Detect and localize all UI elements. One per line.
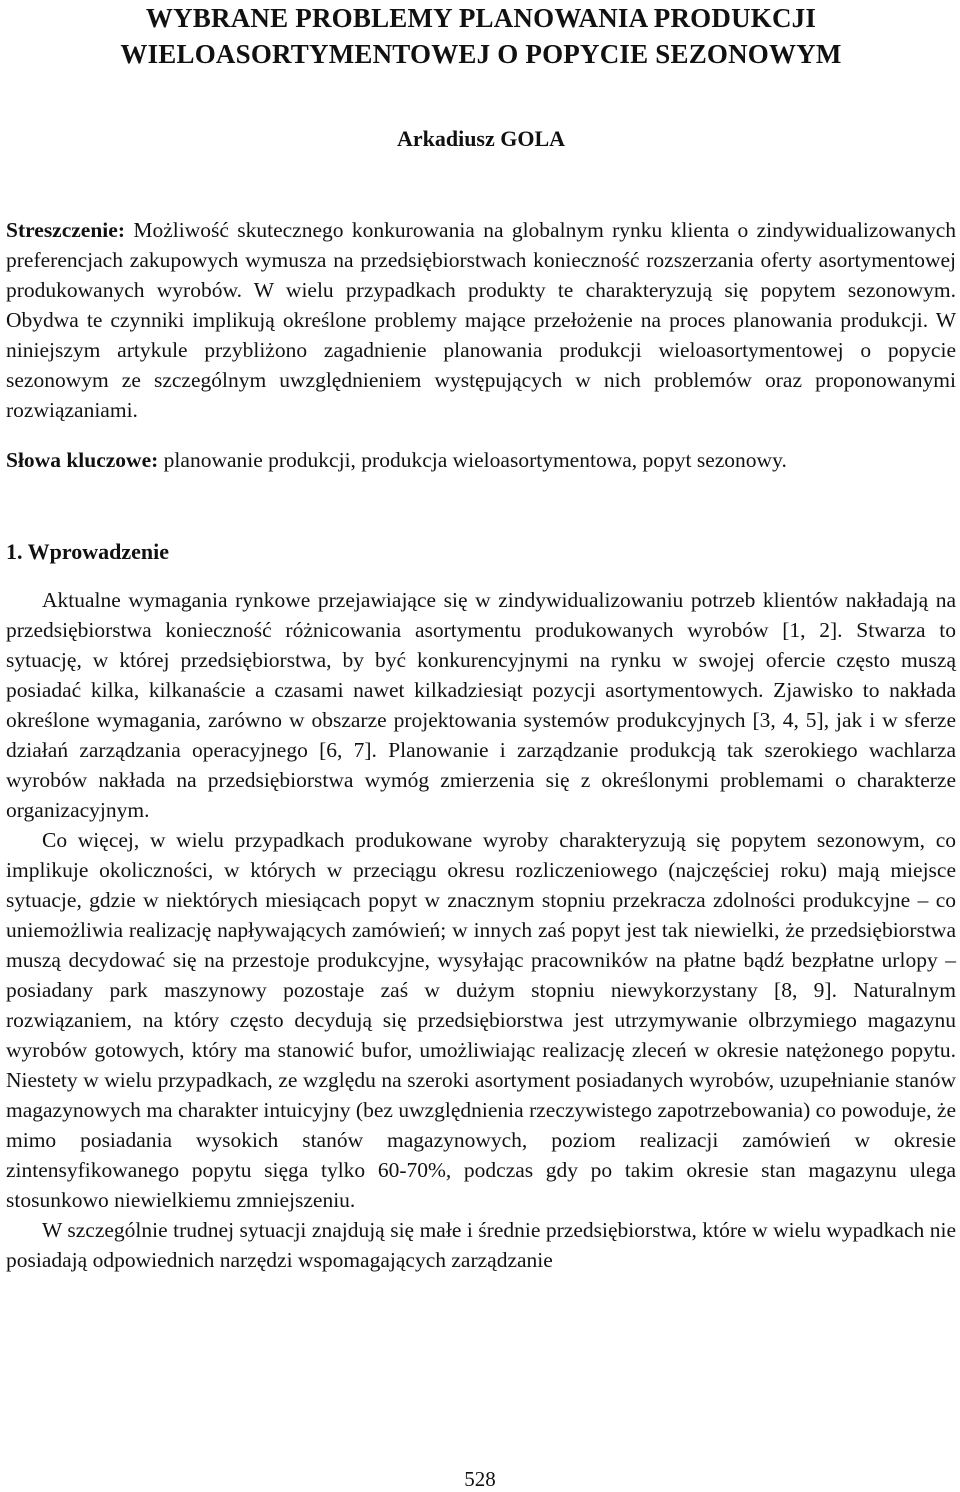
abstract-label: Streszczenie: bbox=[6, 218, 125, 242]
body-paragraph-3: W szczególnie trudnej sytuacji znajdują się małe i średnie przedsiębiorstwa, które w wielu wypadkach nie posiadają odpowiednich narzędzi wspomagających zarządzanie bbox=[6, 1218, 956, 1272]
body-paragraph-2: Co więcej, w wielu przypadkach produkowane wyroby charakteryzują się popytem sezonowym, co implikuje okoliczności, w których w przeciągu okresu rozliczeniowego (najczęściej roku) mają miejsce sytuacje, gdzie w niektórych miesiącach popyt w znacznym stopniu przekracza zdolności produkcyjne – co uniemożliwia realizację napływających zamówień; w innych zaś popyt jest tak niewielki, że przedsiębiorstwa muszą decydować się na przestoje produkcyjne, wysyłając pracowników na płatne bądź bezpłatne urlopy – posiadany park maszynowy pozostaje zaś w dużym stopniu niewykorzystany [8, 9]. Naturalnym rozwiązaniem, na który często decydują się przedsiębiorstwa jest utrzymywanie olbrzymiego magazynu wyrobów gotowych, który ma stanowić bufor, umożliwiając realizację zleceń w okresie natężonego popytu. Niestety w wielu przypadkach, ze względu na szeroki asortyment posiadanych wyrobów, uzupełnianie stanów magazynowych ma charakter intuicyjny (bez uwzględnienia rzeczywistego zapotrzebowania) co powoduje, że mimo posiadania wysokich stanów magazynowych, poziom realizacji zamówień w okresie zintensyfikowanego popytu sięga tylko 60-70%, podczas gdy po takim okresie stan magazynu ulega stosunkowo niewielkiemu zmniejszeniu. bbox=[6, 828, 956, 1212]
abstract bbox=[6, 215, 956, 425]
paper-title bbox=[6, 0, 956, 72]
author-name: Arkadiusz GOLA bbox=[396, 126, 566, 151]
abstract-text: Możliwość skutecznego konkurowania na globalnym rynku klienta o zindywidualizowanych preferencjach zakupowych wymusza na przedsiębiorstwach konieczność rozszerzania oferty asortymentowej produkowanych wyrobów. W wielu przypadkach produkty te charakteryzują się popytem sezonowym. Obydwa te czynniki implikują określone problemy mające przełożenie na proces planowania produkcji. W niniejszym artykule przybliżono zagadnienie planowania produkcji wieloasortymentowej o popycie sezonowym ze szczególnym uwzględnieniem występujących w nich problemów oraz proponowanymi rozwiązaniami. bbox=[6, 218, 957, 422]
body-paragraph-1: Aktualne wymagania rynkowe przejawiające się w zindywidualizowaniu potrzeb klientów nakładają na przedsiębiorstwa konieczność różnicowania asortymentu produkowanych wyrobów [1, 2]. Stwarza to sytuację, w której przedsiębiorstwa, by być konkurencyjnymi na rynku w swojej ofercie często muszą posiadać kilka, kilkanaście a czasami nawet kilkadziesiąt pozycji asortymentowych. Zjawisko to nakłada określone wymagania, zarówno w obszarze projektowania systemów produkcyjnych [3, 4, 5], jak i w sferze działań zarządzania operacyjnego [6, 7]. Planowanie i zarządzanie produkcją tak szerokiego wachlarza wyrobów nakłada na przedsiębiorstwa wymóg zmierzenia się z określonymi problemami o charakterze organizacyjnym. bbox=[6, 588, 956, 822]
document-page bbox=[6, 0, 956, 1275]
section-body bbox=[6, 585, 956, 1275]
keywords-label: Słowa kluczowe: bbox=[6, 448, 159, 472]
keywords-text: planowanie produkcji, produkcja wieloasortymentowa, popyt sezonowy. bbox=[163, 448, 787, 472]
keywords bbox=[6, 445, 956, 475]
page-number: 528 bbox=[464, 1467, 496, 1491]
section-heading: 1. Wprowadzenie bbox=[6, 539, 169, 564]
title-line-1: WYBRANE PROBLEMY PLANOWANIA PRODUKCJI bbox=[145, 3, 817, 33]
title-line-2: WIELOASORTYMENTOWEJ O POPYCIE SEZONOWYM bbox=[120, 39, 842, 69]
